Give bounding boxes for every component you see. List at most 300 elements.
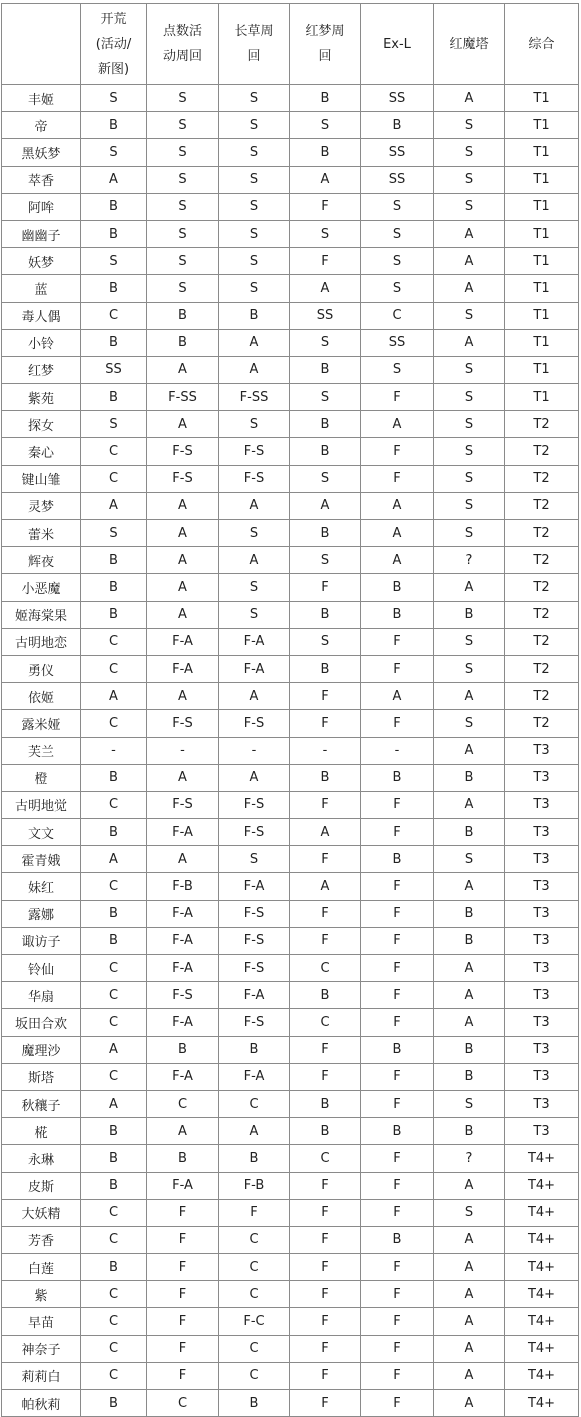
rating-cell: F bbox=[290, 710, 361, 737]
rating-cell: T2 bbox=[505, 492, 579, 519]
rating-cell: C bbox=[219, 1335, 290, 1362]
rating-cell: C bbox=[81, 302, 147, 329]
character-name: 萃香 bbox=[2, 166, 81, 193]
table-row bbox=[2, 1063, 579, 1090]
rating-cell: S bbox=[81, 248, 147, 275]
rating-cell: A bbox=[361, 411, 434, 438]
character-name: 华扇 bbox=[2, 982, 81, 1009]
column-header: 长草周 回 bbox=[219, 4, 290, 85]
rating-cell: B bbox=[361, 1036, 434, 1063]
rating-cell: F-S bbox=[219, 900, 290, 927]
rating-cell: T3 bbox=[505, 1063, 579, 1090]
rating-cell: S bbox=[361, 275, 434, 302]
rating-cell: A bbox=[434, 1390, 505, 1417]
rating-cell: A bbox=[219, 1118, 290, 1145]
rating-cell: C bbox=[81, 955, 147, 982]
rating-cell: S bbox=[147, 193, 219, 220]
rating-cell: B bbox=[81, 1254, 147, 1281]
table-row bbox=[2, 1226, 579, 1253]
rating-cell: S bbox=[219, 248, 290, 275]
table-row bbox=[2, 955, 579, 982]
rating-cell: T3 bbox=[505, 900, 579, 927]
rating-cell: S bbox=[290, 384, 361, 411]
rating-cell: A bbox=[434, 1172, 505, 1199]
rating-cell: T1 bbox=[505, 85, 579, 112]
rating-cell: B bbox=[81, 1145, 147, 1172]
table-row bbox=[2, 1390, 579, 1417]
rating-cell: T1 bbox=[505, 329, 579, 356]
rating-cell: C bbox=[81, 1226, 147, 1253]
rating-cell: A bbox=[147, 1118, 219, 1145]
rating-cell: B bbox=[290, 1090, 361, 1117]
rating-cell: F-S bbox=[147, 791, 219, 818]
rating-cell: S bbox=[434, 438, 505, 465]
rating-cell: B bbox=[81, 819, 147, 846]
table-row bbox=[2, 1281, 579, 1308]
rating-cell: A bbox=[147, 547, 219, 574]
rating-cell: F bbox=[290, 1226, 361, 1253]
rating-cell: S bbox=[81, 139, 147, 166]
rating-cell: F bbox=[147, 1335, 219, 1362]
rating-cell: B bbox=[219, 1390, 290, 1417]
rating-cell: S bbox=[434, 139, 505, 166]
rating-cell: A bbox=[290, 166, 361, 193]
rating-cell: F bbox=[361, 900, 434, 927]
rating-cell: S bbox=[434, 411, 505, 438]
rating-cell: T1 bbox=[505, 139, 579, 166]
rating-cell: B bbox=[434, 819, 505, 846]
rating-cell: B bbox=[434, 601, 505, 628]
rating-cell: T3 bbox=[505, 1036, 579, 1063]
rating-cell: T4+ bbox=[505, 1362, 579, 1389]
rating-cell: T3 bbox=[505, 955, 579, 982]
column-header: 红梦周 回 bbox=[290, 4, 361, 85]
rating-cell: T4+ bbox=[505, 1226, 579, 1253]
table-row bbox=[2, 710, 579, 737]
character-name: 小恶魔 bbox=[2, 574, 81, 601]
rating-cell: A bbox=[434, 982, 505, 1009]
rating-cell: F-B bbox=[219, 1172, 290, 1199]
character-name: 红梦 bbox=[2, 356, 81, 383]
rating-cell: T1 bbox=[505, 248, 579, 275]
rating-cell: C bbox=[81, 438, 147, 465]
rating-cell: S bbox=[219, 846, 290, 873]
rating-cell: C bbox=[81, 1009, 147, 1036]
rating-cell: F-A bbox=[147, 1009, 219, 1036]
rating-cell: S bbox=[219, 193, 290, 220]
rating-cell: F-A bbox=[219, 982, 290, 1009]
rating-cell: C bbox=[81, 1308, 147, 1335]
rating-cell: T1 bbox=[505, 302, 579, 329]
rating-cell: F bbox=[361, 927, 434, 954]
rating-cell: A bbox=[147, 411, 219, 438]
rating-cell: ? bbox=[434, 547, 505, 574]
table-row bbox=[2, 492, 579, 519]
table-row bbox=[2, 112, 579, 139]
character-name: 霍青娥 bbox=[2, 846, 81, 873]
rating-cell: F bbox=[147, 1254, 219, 1281]
rating-cell: B bbox=[81, 193, 147, 220]
rating-cell: A bbox=[434, 737, 505, 764]
table-header bbox=[2, 4, 579, 85]
rating-cell: B bbox=[81, 764, 147, 791]
rating-cell: F-S bbox=[219, 1009, 290, 1036]
rating-cell: T1 bbox=[505, 220, 579, 247]
table-row bbox=[2, 628, 579, 655]
rating-cell: F bbox=[290, 1308, 361, 1335]
rating-cell: T1 bbox=[505, 275, 579, 302]
rating-cell: B bbox=[290, 139, 361, 166]
rating-cell: T3 bbox=[505, 819, 579, 846]
rating-cell: F-A bbox=[147, 655, 219, 682]
rating-cell: T2 bbox=[505, 465, 579, 492]
rating-cell: - bbox=[147, 737, 219, 764]
rating-cell: C bbox=[290, 1009, 361, 1036]
character-name: 姬海棠果 bbox=[2, 601, 81, 628]
character-name: 帕秋莉 bbox=[2, 1390, 81, 1417]
rating-cell: C bbox=[81, 1199, 147, 1226]
character-name: 小铃 bbox=[2, 329, 81, 356]
table-row bbox=[2, 85, 579, 112]
rating-cell: F-S bbox=[147, 982, 219, 1009]
rating-cell: F-A bbox=[147, 628, 219, 655]
rating-cell: F bbox=[290, 1362, 361, 1389]
table-row bbox=[2, 900, 579, 927]
table-row bbox=[2, 166, 579, 193]
rating-cell: F-B bbox=[147, 873, 219, 900]
rating-cell: B bbox=[147, 1145, 219, 1172]
table-row bbox=[2, 927, 579, 954]
rating-cell: B bbox=[81, 329, 147, 356]
table-row bbox=[2, 1145, 579, 1172]
rating-cell: S bbox=[434, 384, 505, 411]
table-row bbox=[2, 873, 579, 900]
rating-cell: S bbox=[147, 166, 219, 193]
rating-cell: S bbox=[434, 356, 505, 383]
table-row bbox=[2, 1009, 579, 1036]
rating-cell: T4+ bbox=[505, 1390, 579, 1417]
rating-cell: A bbox=[219, 764, 290, 791]
rating-cell: S bbox=[290, 112, 361, 139]
table-row bbox=[2, 1118, 579, 1145]
rating-cell: F bbox=[290, 791, 361, 818]
character-name: 蓝 bbox=[2, 275, 81, 302]
rating-cell: A bbox=[434, 85, 505, 112]
rating-cell: F-S bbox=[147, 465, 219, 492]
character-name: 斯塔 bbox=[2, 1063, 81, 1090]
rating-cell: T1 bbox=[505, 112, 579, 139]
rating-cell: T2 bbox=[505, 520, 579, 547]
rating-cell: F bbox=[361, 1063, 434, 1090]
rating-cell: F bbox=[361, 1362, 434, 1389]
rating-cell: T3 bbox=[505, 791, 579, 818]
character-name: 秋穰子 bbox=[2, 1090, 81, 1117]
rating-cell: C bbox=[81, 710, 147, 737]
character-name: 古明地恋 bbox=[2, 628, 81, 655]
rating-cell: SS bbox=[361, 329, 434, 356]
rating-cell: A bbox=[434, 220, 505, 247]
rating-cell: S bbox=[290, 465, 361, 492]
rating-cell: B bbox=[361, 846, 434, 873]
rating-cell: S bbox=[219, 166, 290, 193]
rating-cell: C bbox=[81, 1362, 147, 1389]
table-row bbox=[2, 547, 579, 574]
rating-cell: F bbox=[290, 1390, 361, 1417]
rating-cell: F bbox=[219, 1199, 290, 1226]
table-row bbox=[2, 1199, 579, 1226]
table-row bbox=[2, 1254, 579, 1281]
rating-cell: T3 bbox=[505, 1009, 579, 1036]
character-name: 橙 bbox=[2, 764, 81, 791]
rating-cell: S bbox=[147, 275, 219, 302]
table-row bbox=[2, 411, 579, 438]
rating-cell: S bbox=[219, 112, 290, 139]
rating-cell: S bbox=[434, 492, 505, 519]
character-name: 早苗 bbox=[2, 1308, 81, 1335]
rating-cell: A bbox=[81, 492, 147, 519]
table-row bbox=[2, 982, 579, 1009]
rating-cell: T4+ bbox=[505, 1335, 579, 1362]
rating-cell: F-A bbox=[147, 900, 219, 927]
table-row bbox=[2, 329, 579, 356]
rating-cell: F bbox=[361, 655, 434, 682]
rating-cell: F-S bbox=[147, 710, 219, 737]
rating-cell: T3 bbox=[505, 764, 579, 791]
rating-cell: B bbox=[290, 1118, 361, 1145]
rating-cell: F-S bbox=[219, 955, 290, 982]
character-name: 黑妖梦 bbox=[2, 139, 81, 166]
table-row bbox=[2, 1172, 579, 1199]
rating-cell: F bbox=[361, 1009, 434, 1036]
character-name: 文文 bbox=[2, 819, 81, 846]
rating-cell: T3 bbox=[505, 1118, 579, 1145]
rating-cell: A bbox=[361, 492, 434, 519]
character-name: 莉莉白 bbox=[2, 1362, 81, 1389]
rating-cell: F bbox=[290, 1199, 361, 1226]
rating-cell: A bbox=[147, 574, 219, 601]
rating-cell: C bbox=[219, 1362, 290, 1389]
rating-cell: C bbox=[219, 1254, 290, 1281]
rating-cell: T4+ bbox=[505, 1281, 579, 1308]
header-row bbox=[2, 4, 579, 85]
table-row bbox=[2, 1362, 579, 1389]
table-row bbox=[2, 683, 579, 710]
rating-cell: S bbox=[434, 1199, 505, 1226]
rating-cell: F bbox=[361, 1090, 434, 1117]
rating-cell: - bbox=[361, 737, 434, 764]
rating-cell: S bbox=[434, 112, 505, 139]
table-body bbox=[2, 85, 579, 1417]
rating-cell: F bbox=[290, 1172, 361, 1199]
rating-cell: C bbox=[219, 1226, 290, 1253]
table-row bbox=[2, 465, 579, 492]
rating-cell: T1 bbox=[505, 166, 579, 193]
table-row bbox=[2, 438, 579, 465]
character-name: 神奈子 bbox=[2, 1335, 81, 1362]
rating-cell: S bbox=[434, 302, 505, 329]
rating-cell: B bbox=[434, 1036, 505, 1063]
character-name: 依姬 bbox=[2, 683, 81, 710]
rating-cell: A bbox=[434, 275, 505, 302]
rating-cell: B bbox=[219, 1145, 290, 1172]
rating-cell: SS bbox=[361, 166, 434, 193]
rating-cell: A bbox=[147, 764, 219, 791]
rating-cell: F bbox=[361, 1172, 434, 1199]
rating-cell: B bbox=[81, 112, 147, 139]
rating-cell: F-A bbox=[147, 955, 219, 982]
rating-cell: S bbox=[219, 85, 290, 112]
rating-cell: B bbox=[434, 1063, 505, 1090]
rating-cell: A bbox=[81, 1090, 147, 1117]
rating-cell: A bbox=[434, 955, 505, 982]
rating-cell: F-A bbox=[147, 927, 219, 954]
table-row bbox=[2, 220, 579, 247]
table-row bbox=[2, 193, 579, 220]
rating-cell: A bbox=[361, 547, 434, 574]
character-name: 键山雏 bbox=[2, 465, 81, 492]
rating-cell: T3 bbox=[505, 1090, 579, 1117]
rating-cell: B bbox=[434, 927, 505, 954]
rating-cell: SS bbox=[290, 302, 361, 329]
column-header: 综合 bbox=[505, 4, 579, 85]
rating-cell: T2 bbox=[505, 547, 579, 574]
rating-cell: A bbox=[434, 1308, 505, 1335]
character-name: 魔理沙 bbox=[2, 1036, 81, 1063]
rating-cell: C bbox=[81, 982, 147, 1009]
rating-cell: F bbox=[361, 1254, 434, 1281]
rating-cell: F-SS bbox=[219, 384, 290, 411]
rating-cell: B bbox=[434, 1118, 505, 1145]
rating-cell: F bbox=[361, 819, 434, 846]
rating-cell: - bbox=[81, 737, 147, 764]
rating-cell: B bbox=[361, 764, 434, 791]
table-row bbox=[2, 1090, 579, 1117]
character-name: 阿哞 bbox=[2, 193, 81, 220]
table-row bbox=[2, 356, 579, 383]
rating-cell: T3 bbox=[505, 737, 579, 764]
rating-cell: C bbox=[81, 1063, 147, 1090]
rating-cell: F bbox=[361, 1335, 434, 1362]
rating-cell: A bbox=[147, 683, 219, 710]
rating-cell: F-S bbox=[219, 791, 290, 818]
rating-cell: C bbox=[81, 465, 147, 492]
rating-cell: F-S bbox=[147, 438, 219, 465]
rating-cell: T1 bbox=[505, 356, 579, 383]
rating-cell: T1 bbox=[505, 193, 579, 220]
rating-cell: S bbox=[361, 356, 434, 383]
rating-cell: B bbox=[81, 220, 147, 247]
column-header: 开荒 (活动/ 新图) bbox=[81, 4, 147, 85]
character-name: 铃仙 bbox=[2, 955, 81, 982]
rating-cell: F bbox=[361, 465, 434, 492]
character-name: 辉夜 bbox=[2, 547, 81, 574]
character-name: 皮斯 bbox=[2, 1172, 81, 1199]
column-header: 点数活 动周回 bbox=[147, 4, 219, 85]
rating-cell: C bbox=[147, 1390, 219, 1417]
rating-cell: F bbox=[290, 927, 361, 954]
rating-cell: C bbox=[219, 1281, 290, 1308]
header-corner bbox=[2, 4, 81, 85]
rating-cell: A bbox=[147, 356, 219, 383]
rating-cell: A bbox=[434, 329, 505, 356]
rating-cell: C bbox=[147, 1090, 219, 1117]
column-header: 红魔塔 bbox=[434, 4, 505, 85]
rating-cell: A bbox=[361, 683, 434, 710]
rating-cell: A bbox=[434, 683, 505, 710]
rating-cell: S bbox=[434, 710, 505, 737]
rating-cell: T4+ bbox=[505, 1308, 579, 1335]
column-header: Ex-L bbox=[361, 4, 434, 85]
rating-cell: S bbox=[147, 112, 219, 139]
rating-cell: T2 bbox=[505, 655, 579, 682]
rating-cell: F-A bbox=[147, 1172, 219, 1199]
rating-cell: S bbox=[219, 520, 290, 547]
character-name: 露米娅 bbox=[2, 710, 81, 737]
rating-cell: A bbox=[81, 683, 147, 710]
rating-cell: S bbox=[290, 547, 361, 574]
rating-cell: C bbox=[81, 873, 147, 900]
rating-cell: A bbox=[81, 166, 147, 193]
rating-cell: S bbox=[434, 628, 505, 655]
rating-cell: B bbox=[434, 900, 505, 927]
rating-cell: A bbox=[219, 329, 290, 356]
rating-cell: A bbox=[434, 1009, 505, 1036]
character-name: 紫 bbox=[2, 1281, 81, 1308]
rating-cell: B bbox=[81, 275, 147, 302]
rating-cell: F bbox=[361, 791, 434, 818]
character-name: 帝 bbox=[2, 112, 81, 139]
character-name: 椛 bbox=[2, 1118, 81, 1145]
rating-cell: F-S bbox=[219, 438, 290, 465]
rating-cell: T2 bbox=[505, 411, 579, 438]
rating-cell: ? bbox=[434, 1145, 505, 1172]
rating-cell: B bbox=[290, 356, 361, 383]
character-name: 妹红 bbox=[2, 873, 81, 900]
rating-cell: F bbox=[290, 1335, 361, 1362]
rating-cell: C bbox=[81, 1281, 147, 1308]
rating-cell: F bbox=[147, 1362, 219, 1389]
rating-cell: A bbox=[434, 248, 505, 275]
rating-cell: S bbox=[219, 139, 290, 166]
table-row bbox=[2, 1335, 579, 1362]
character-name: 露娜 bbox=[2, 900, 81, 927]
character-name: 灵梦 bbox=[2, 492, 81, 519]
rating-cell: - bbox=[290, 737, 361, 764]
table-row bbox=[2, 384, 579, 411]
rating-cell: F bbox=[361, 1281, 434, 1308]
rating-cell: S bbox=[81, 411, 147, 438]
rating-cell: B bbox=[290, 601, 361, 628]
rating-cell: B bbox=[219, 1036, 290, 1063]
rating-cell: S bbox=[434, 655, 505, 682]
rating-cell: A bbox=[434, 574, 505, 601]
rating-cell: T4+ bbox=[505, 1254, 579, 1281]
rating-cell: A bbox=[434, 791, 505, 818]
rating-cell: F-A bbox=[147, 1063, 219, 1090]
character-name: 秦心 bbox=[2, 438, 81, 465]
rating-cell: S bbox=[434, 846, 505, 873]
rating-cell: C bbox=[290, 955, 361, 982]
rating-cell: F bbox=[290, 683, 361, 710]
rating-cell: F-A bbox=[219, 873, 290, 900]
rating-cell: B bbox=[81, 1118, 147, 1145]
tier-table bbox=[1, 3, 579, 1417]
rating-cell: A bbox=[219, 547, 290, 574]
rating-cell: F bbox=[361, 1199, 434, 1226]
rating-cell: B bbox=[361, 112, 434, 139]
character-name: 大妖精 bbox=[2, 1199, 81, 1226]
rating-cell: S bbox=[147, 220, 219, 247]
